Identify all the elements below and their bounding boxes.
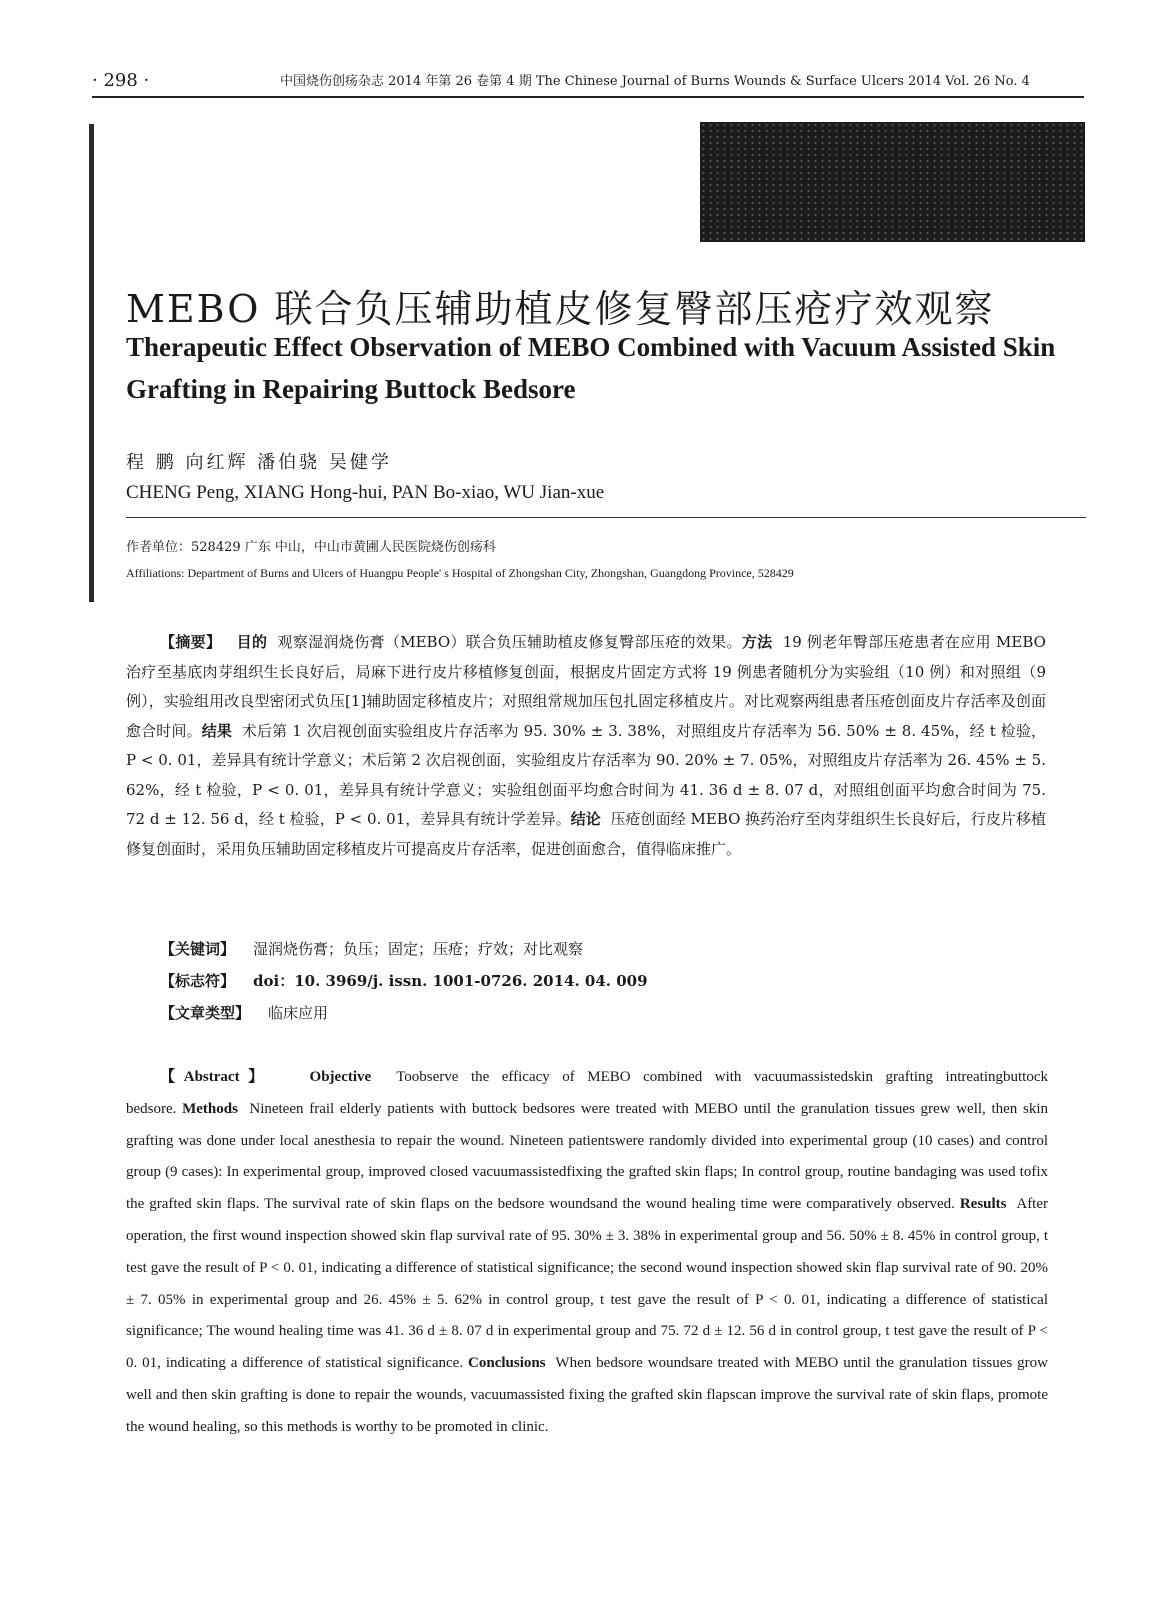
- affiliation-rule: [126, 517, 1086, 518]
- article-type-value: 临床应用: [268, 1004, 329, 1022]
- keywords-value: 湿润烧伤膏；负压；固定；压疮；疗效；对比观察: [253, 940, 584, 958]
- affiliation-en: Affiliations: Department of Burns and Ulcers of Huangpu People' s Hospital of Zhongshan City, Zhongshan, Guangdong Province, 528429: [126, 566, 794, 580]
- objective-cn-label: 目的: [236, 633, 268, 651]
- title-cn: MEBO 联合负压辅助植皮修复臀部压疮疗效观察: [126, 287, 995, 331]
- article-type-label: 【文章类型】: [160, 1004, 251, 1022]
- conclusion-cn-label: 结论: [570, 810, 601, 828]
- conclusions-en-text: When bedsore woundsare treated with MEBO until the granulation tissues grow well and then skin grafting is done to repair the wounds, vacuumassisted fixing the grafted skin flapscan improve the survival rate of skin flaps, promote the wound healing, so this methods is worthy to be promoted in clinic.: [126, 1355, 1048, 1435]
- results-cn-label: 结果: [201, 721, 233, 740]
- results-cn-text: 术后第 1 次启视创面实验组皮片存活率为 95. 30% ± 3. 38%，对照组皮片存活率为 56. 50% ± 8. 45%，经 t 检验，P < 0. 01，差异具有统计学意义；术后第 2 次启视创面，实验组皮片存活率为 90. 20% ± 7. 05%，对照组皮片存活率为 26. 45% ± 5. 62%，经 t 检验，P < 0. 01，差异具有统计学意义；实验组创面平均愈合时间为 41. 36 d ± 8. 07 d，对照组创面平均愈合时间为 75. 72 d ± 12. 56 d，经 t 检验，P < 0. 01，差异具有统计学差异。: [126, 721, 1046, 828]
- results-en-label: Results: [959, 1196, 1007, 1213]
- abstract-cn-label: 【摘要】: [160, 633, 222, 651]
- objective-en-text: Toobserve the efficacy of MEBO combined with vacuumassistedskin grafting intreatingbuttock bedsore.: [126, 1069, 1049, 1117]
- keywords-row: [160, 938, 583, 959]
- running-header: 中国烧伤创疡杂志 2014 年第 26 卷第 4 期 The Chinese Journal of Burns Wounds & Surface Ulcers 2014 Vol. 26 No. 4: [280, 74, 1030, 89]
- doi-value: doi：10. 3969/j. issn. 1001-0726. 2014. 04. 009: [253, 972, 648, 990]
- article-type-row: [160, 1002, 328, 1023]
- objective-cn-text: 观察湿润烧伤膏（MEBO）联合负压辅助植皮修复臀部压疮的效果。: [277, 633, 742, 651]
- abstract-en-label: 【Abstract】: [160, 1069, 273, 1085]
- methods-cn-label: 方法: [741, 633, 773, 651]
- affiliation-cn: 作者单位：528429 广东 中山，中山市黄圃人民医院烧伤创疡科: [126, 540, 496, 555]
- doi-label: 【标志符】: [160, 972, 236, 990]
- abstract-en: [126, 1062, 1048, 1444]
- header-decoration-block: [700, 122, 1085, 242]
- authors-en: CHENG Peng, XIANG Hong-hui, PAN Bo-xiao, WU Jian-xue: [126, 482, 605, 503]
- methods-en-text: Nineteen frail elderly patients with buttock bedsores were treated with MEBO until the granulation tissues grew well, then skin grafting was done under local anesthesia to repair the wound. Nineteen patientswere randomly divided into experimental group (10 cases) and control group (9 cases): In experimental group, improved closed vacuumassistedfixing the grafted skin flaps; In control group, routine bandaging was used tofix the grafted skin flaps. The survival rate of skin flaps on the bedsore woundsand the wound healing time were comparatively observed.: [126, 1100, 1049, 1213]
- doi-row: [160, 970, 666, 991]
- abstract-cn: [126, 628, 1046, 864]
- header-rule: [92, 96, 1084, 98]
- objective-en-label: Objective: [309, 1069, 372, 1085]
- methods-cn-text: 19 例老年臀部压疮患者在应用 MEBO 治疗至基底肉芽组织生长良好后，局麻下进行皮片移植修复创面，根据皮片固定方式将 19 例患者随机分为实验组（10 例）和对照组（9 例），实验组用改良型密闭式负压[1]辅助固定移植皮片；对照组常规加压包扎固定移植皮片。对比观察两组患者压疮创面皮片存活率及创面愈合时间。: [126, 633, 1046, 740]
- left-margin-bar: [89, 124, 94, 602]
- methods-en-label: Methods: [182, 1100, 238, 1117]
- conclusions-en-label: Conclusions: [468, 1355, 546, 1372]
- title-en: Therapeutic Effect Observation of MEBO Combined with Vacuum Assisted Skin Grafting in Repairing Buttock Bedsore: [126, 332, 1056, 404]
- results-en-text: After operation, the first wound inspection showed skin flap survival rate of 95. 30% ± 3. 38% in experimental group and 56. 50% ± 8. 45% in control group, t test gave the result of P < 0. 01, indicating a difference of statistical significance; the second wound inspection showed skin flap survival rate of 90. 20% ± 7. 05% in experimental group and 26. 45% ± 5. 62% in control group, t test gave the result of P < 0. 01, indicating a difference of statistical significance; The wound healing time was 41. 36 d ± 8. 07 d in experimental group and 75. 72 d ± 12. 56 d in control group, t test gave the result of P < 0. 01, indicating a difference of statistical significance.: [126, 1196, 1049, 1372]
- page-number: · 298 ·: [92, 70, 150, 91]
- authors-cn: 程 鹏 向红辉 潘伯骁 吴健学: [126, 452, 392, 473]
- conclusion-cn-text: 压疮创面经 MEBO 换药治疗至肉芽组织生长良好后，行皮片移植修复创面时，采用负压辅助固定移植皮片可提高皮片存活率，促进创面愈合，值得临床推广。: [126, 810, 1046, 858]
- keywords-label: 【关键词】: [160, 940, 236, 958]
